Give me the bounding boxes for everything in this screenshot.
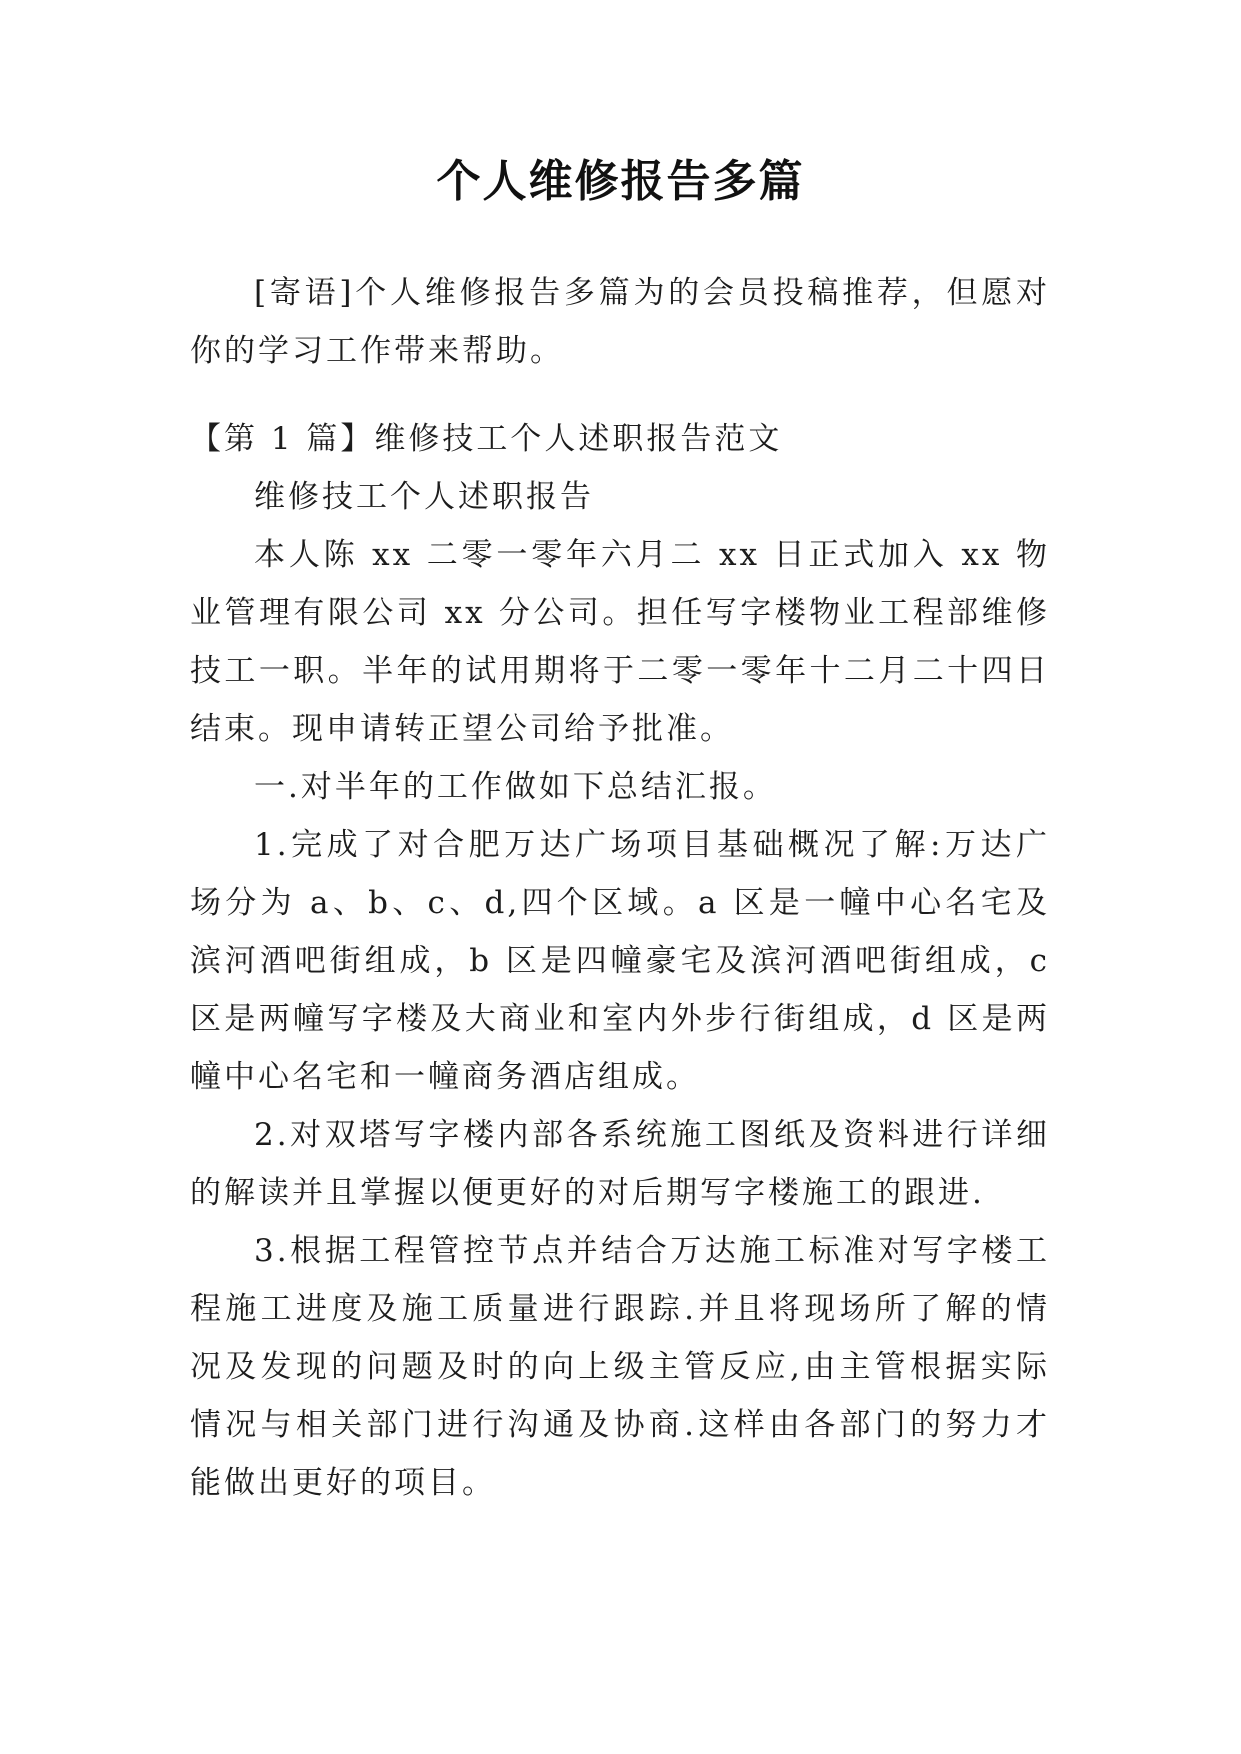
section-heading: 【第 1 篇】维修技工个人述职报告范文 (190, 421, 783, 457)
intro-paragraph: [寄语]个人维修报告多篇为的会员投稿推荐，但愿对你的学习工作带来帮助。 (190, 275, 1050, 369)
page-title: 个人维修报告多篇 (436, 156, 805, 207)
intro-block (190, 264, 1050, 380)
paragraph-5: 3.根据工程管控节点并结合万达施工标准对写字楼工程施工进度及施工质量进行跟踪.并且将现场所了解的情况及发现的问题及时的向上级主管反应,由主管根据实际情况与相关部门进行沟通及协商.这样由各部门的努力才能做出更好的项目。 (190, 1233, 1050, 1501)
paragraph-1: 本人陈 xx 二零一零年六月二 xx 日正式加入 xx 物业管理有限公司 xx 分公司。担任写字楼物业工程部维修技工一职。半年的试用期将于二零一零年十二月二十四日结束。现申请转正望公司给予批准。 (190, 537, 1050, 747)
paragraph-3: 1.完成了对合肥万达广场项目基础概况了解:万达广场分为 a、b、c、d,四个区域。a 区是一幢中心名宅及滨河酒吧街组成，b 区是四幢豪宅及滨河酒吧街组成，c 区是两幢写字楼及大商业和室内外步行街组成，d 区是两幢中心名宅和一幢商务酒店组成。 (190, 827, 1050, 1095)
section-block (190, 410, 1050, 1512)
paragraph-4: 2.对双塔写字楼内部各系统施工图纸及资料进行详细的解读并且掌握以便更好的对后期写字楼施工的跟进. (190, 1117, 1050, 1211)
section-subtitle: 维修技工个人述职报告 (254, 479, 594, 515)
paragraph-2: 一.对半年的工作做如下总结汇报。 (254, 769, 777, 805)
